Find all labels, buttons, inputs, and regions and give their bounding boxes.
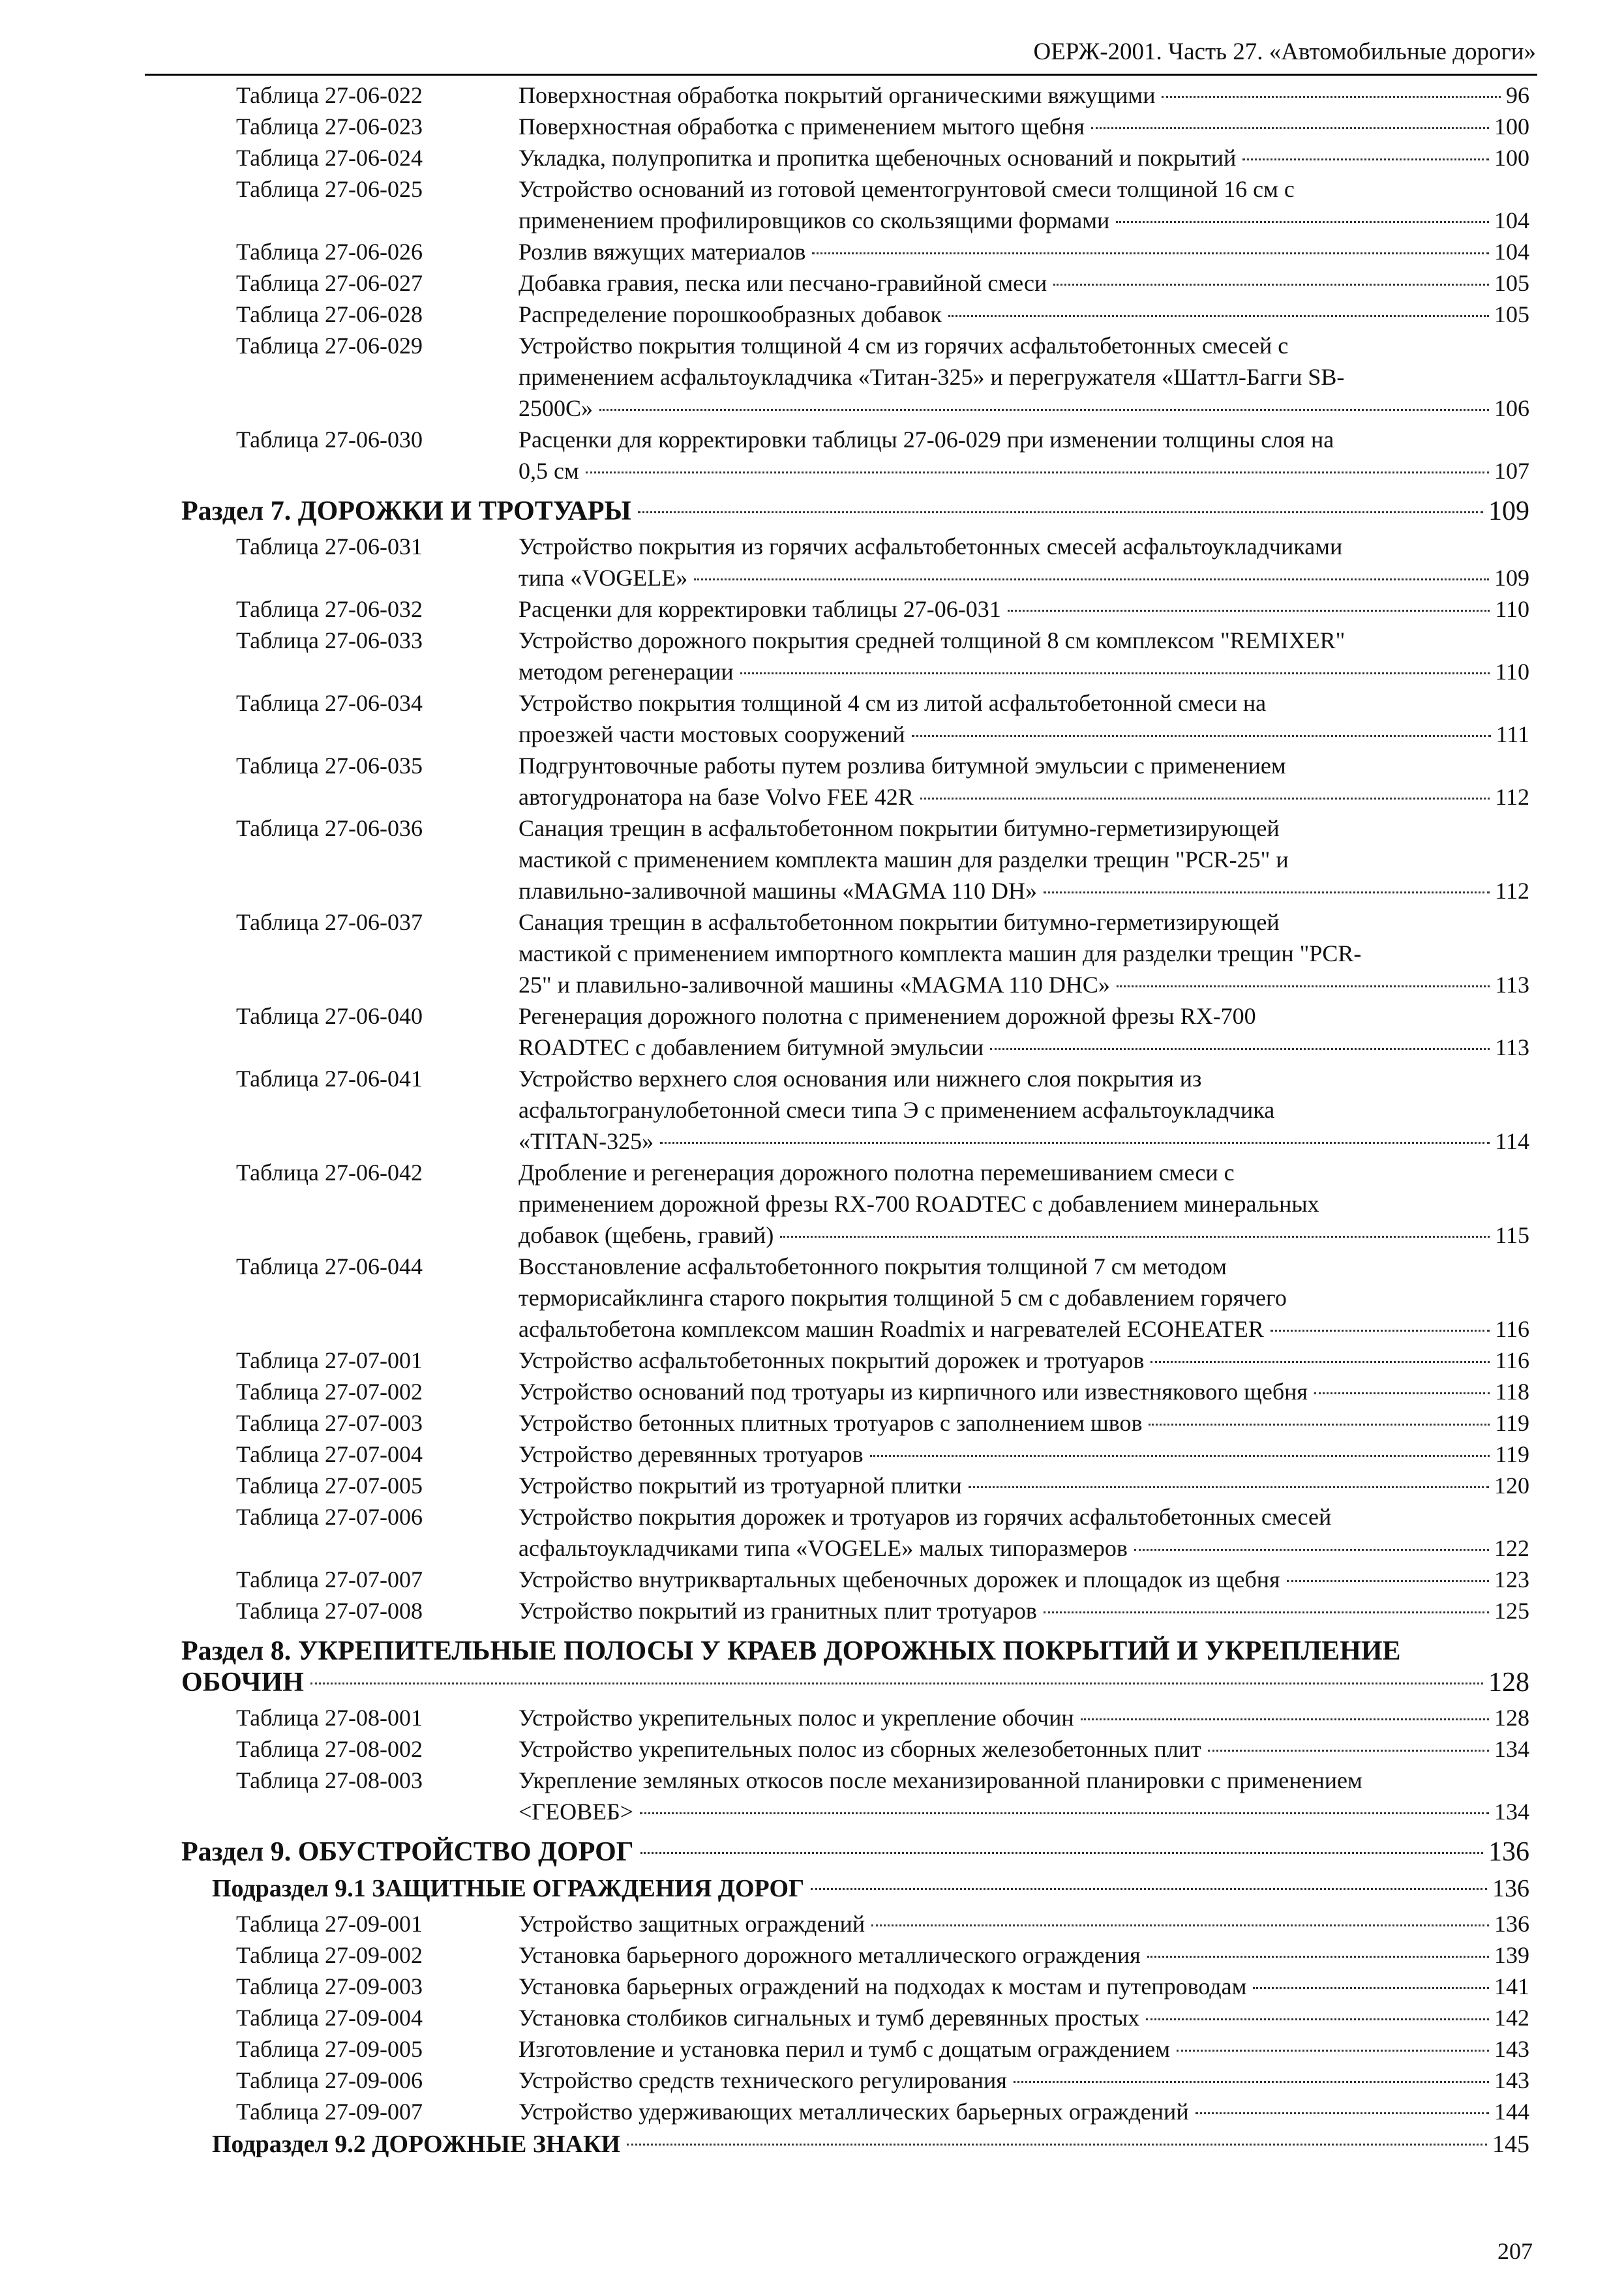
dot-leader (1150, 1361, 1490, 1363)
toc-entry-title (519, 1251, 1529, 1345)
toc-table-code: Таблица 27-07-007 (236, 1566, 423, 1593)
dot-leader (1242, 158, 1489, 160)
dot-leader (912, 735, 1491, 737)
toc-page-number: 136 (1494, 1911, 1529, 1937)
toc-section-heading[interactable] (181, 1636, 1529, 1698)
toc-page-number: 109 (1488, 496, 1529, 526)
toc-page-number: 128 (1494, 1705, 1529, 1731)
dot-leader (1053, 284, 1489, 286)
toc-page-number: 110 (1495, 659, 1529, 685)
toc-page-number: 100 (1494, 113, 1529, 140)
toc-table-code: Таблица 27-09-005 (236, 2036, 423, 2062)
toc-entry-title (519, 1702, 1529, 1733)
dot-leader (1117, 985, 1490, 987)
toc-page-number: 139 (1494, 1942, 1529, 1968)
toc-line-text: Устройство покрытия толщиной 4 см из литой асфальтобетонной смеси на (519, 690, 1270, 716)
toc-line-text: Санация трещин в асфальтобетонном покрытии битумно-герметизирующей (519, 815, 1284, 841)
toc-entry-title (519, 1376, 1529, 1407)
toc-page-number: 119 (1495, 1410, 1529, 1436)
toc-table-code: Таблица 27-06-022 (236, 82, 423, 108)
toc-page-number: 143 (1494, 2036, 1529, 2062)
toc-line-text: Расценки для корректировки таблицы 27-06-029 при изменении толщины слоя на (519, 426, 1338, 453)
toc-table-code: Таблица 27-07-002 (236, 1379, 423, 1405)
toc-line-text: <ГЕОВЕБ> (519, 1796, 637, 1827)
running-header: ОЕРЖ-2001. Часть 27. «Автомобильные дороги» (1033, 38, 1536, 65)
toc-line-text: Устройство покрытия толщиной 4 см из горячих асфальтобетонных смесей с (519, 333, 1292, 359)
toc-table-code: Таблица 27-06-033 (236, 627, 423, 653)
toc-table-code: Таблица 27-06-040 (236, 1003, 423, 1029)
toc-line-text: Устройство укрепительных полос из сборных железобетонных плит (519, 1733, 1205, 1765)
toc-page-number: 134 (1494, 1799, 1529, 1825)
dot-leader (812, 252, 1489, 254)
toc-table-code: Таблица 27-06-029 (236, 333, 423, 359)
page-number: 207 (1497, 2238, 1533, 2264)
toc-table-code: Таблица 27-08-001 (236, 1705, 423, 1731)
toc-table-code: Таблица 27-09-001 (236, 1911, 423, 1937)
toc-page-number: 116 (1495, 1316, 1529, 1342)
toc-line-text: Подраздел 9.1 ЗАЩИТНЫЕ ОГРАЖДЕНИЯ ДОРОГ (212, 1873, 808, 1904)
toc-line-text: мастикой с применением комплекта машин для разделки трещин "PCR-25" и (519, 846, 1293, 873)
dot-leader (627, 2144, 1487, 2146)
toc-line-text: Санация трещин в асфальтобетонном покрытии битумно-герметизирующей (519, 909, 1284, 935)
toc-subsection-heading[interactable] (212, 1873, 1529, 1904)
toc-subsection-heading[interactable] (212, 2129, 1529, 2160)
dot-leader (310, 1683, 1483, 1684)
toc-entry-title (519, 267, 1529, 299)
toc-line-text: Раздел 9. ОБУСТРОЙСТВО ДОРОГ (181, 1836, 638, 1868)
toc-entry-title (519, 1407, 1529, 1439)
toc-table-code: Таблица 27-06-030 (236, 426, 423, 453)
toc-page-number: 96 (1506, 82, 1529, 108)
toc-line-text: Устройство верхнего слоя основания или нижнего слоя покрытия из (519, 1066, 1205, 1092)
toc-table-code: Таблица 27-09-007 (236, 2099, 423, 2125)
dot-leader (1195, 2112, 1489, 2114)
toc-page-number: 104 (1494, 239, 1529, 265)
toc-line-text: Устройство защитных ограждений (519, 1908, 869, 1939)
toc-page-number: 119 (1495, 1441, 1529, 1467)
toc-entry-title (519, 80, 1529, 111)
dot-leader (1147, 1956, 1489, 1958)
toc-table-code: Таблица 27-07-001 (236, 1347, 423, 1373)
toc-page-number: 115 (1495, 1222, 1529, 1248)
toc-section-heading[interactable] (181, 1836, 1529, 1868)
toc-line-text: Устройство покрытия дорожек и тротуаров из горячих асфальтобетонных смесей (519, 1504, 1335, 1530)
toc-table-code: Таблица 27-06-025 (236, 176, 423, 202)
dot-leader (990, 1048, 1490, 1050)
toc-line-text: добавок (щебень, гравий) (519, 1219, 777, 1251)
toc-entry-title (519, 906, 1529, 1000)
toc-page-number: 120 (1494, 1473, 1529, 1499)
toc-line-text: Устройство асфальтобетонных покрытий дорожек и тротуаров (519, 1345, 1148, 1376)
toc-page-number: 112 (1495, 878, 1529, 904)
dot-leader (638, 511, 1483, 513)
toc-line-text: Дробление и регенерация дорожного полотна перемешиванием смеси с (519, 1159, 1239, 1186)
toc-entry-title (519, 1564, 1529, 1595)
dot-leader (1287, 1580, 1489, 1582)
toc-line-text: автогудронатора на базе Volvo FEE 42R (519, 781, 918, 813)
toc-entry-title (519, 1439, 1529, 1470)
header-rule (145, 74, 1537, 76)
toc-page-number: 109 (1494, 565, 1529, 591)
toc-line-text: Устройство покрытия из горячих асфальтобетонных смесей асфальтоукладчиками (519, 533, 1346, 560)
toc-line-text: ОБОЧИН (181, 1667, 308, 1698)
dot-leader (1146, 2018, 1489, 2020)
toc-table-code: Таблица 27-06-035 (236, 753, 423, 779)
toc-entry-title (519, 2096, 1529, 2127)
toc-line-text: Добавка гравия, песка или песчано-гравийной смеси (519, 267, 1051, 299)
toc-table-code: Таблица 27-07-005 (236, 1473, 423, 1499)
toc-line-text: Устройство удерживающих металлических барьерных ограждений (519, 2096, 1193, 2127)
toc-line-text: Подраздел 9.2 ДОРОЖНЫЕ ЗНАКИ (212, 2129, 624, 2160)
toc-entry-title (519, 299, 1529, 330)
toc-line-text: Изготовление и установка перил и тумб с дощатым ограждением (519, 2033, 1174, 2065)
toc-entry-title (519, 1345, 1529, 1376)
toc-entry-title (519, 750, 1529, 813)
dot-leader (1008, 610, 1490, 612)
toc-page-number: 118 (1495, 1379, 1529, 1405)
toc-entry-title (519, 1000, 1529, 1063)
toc-page-number: 113 (1495, 1034, 1529, 1060)
toc-line-text: терморисайклинга старого покрытия толщиной 5 см с добавлением горячего (519, 1285, 1291, 1311)
toc-line-text: «TITAN-325» (519, 1126, 657, 1157)
toc-table-code: Таблица 27-06-034 (236, 690, 423, 716)
dot-leader (920, 798, 1490, 800)
toc-page-number: 125 (1494, 1598, 1529, 1624)
toc-page-number: 134 (1494, 1736, 1529, 1762)
toc-entry-title (519, 1595, 1529, 1626)
toc-table-code: Таблица 27-06-023 (236, 113, 423, 140)
toc-entry-title (519, 1063, 1529, 1157)
toc-page-number: 111 (1496, 721, 1529, 747)
dot-leader (1044, 891, 1490, 893)
toc-table-code: Таблица 27-06-024 (236, 145, 423, 171)
dot-leader (586, 471, 1489, 473)
dot-leader (660, 1142, 1490, 1144)
toc-entry-title (519, 1470, 1529, 1501)
toc-line-text: асфальтоукладчиками типа «VOGELE» малых типоразмеров (519, 1533, 1132, 1564)
dot-leader (599, 409, 1489, 411)
toc-line-text: Распределение порошкообразных добавок (519, 299, 946, 330)
toc-line-text: Устройство покрытий из тротуарной плитки (519, 1470, 966, 1501)
toc-page-number: 110 (1495, 596, 1529, 622)
toc-entry-title (519, 1501, 1529, 1564)
toc-line-text: ROADTEC с добавлением битумной эмульсии (519, 1032, 987, 1063)
toc-page-number: 141 (1494, 1973, 1529, 1999)
toc-line-text: Установка барьерных ограждений на подходах к мостам и путепроводам (519, 1971, 1250, 2002)
toc-line-text: Устройство деревянных тротуаров (519, 1439, 867, 1470)
toc-line-text: 0,5 см (519, 455, 583, 486)
toc-line-text: проезжей части мостовых сооружений (519, 719, 909, 750)
dot-leader (969, 1486, 1489, 1488)
toc-line-text: применением дорожной фрезы RX-700 ROADTEC с добавлением минеральных (519, 1191, 1323, 1217)
toc-line-text: Устройство средств технического регулирования (519, 2065, 1011, 2096)
toc-line-text: Укрепление земляных откосов после механизированной планировки с применением (519, 1767, 1366, 1793)
toc-page-number: 105 (1494, 301, 1529, 327)
toc-page-number: 113 (1495, 972, 1529, 998)
toc-line-text: Поверхностная обработка покрытий органическими вяжущими (519, 80, 1159, 111)
toc-entry-title (519, 173, 1529, 236)
dot-leader (694, 578, 1489, 580)
dot-leader (1208, 1750, 1489, 1752)
dot-leader (740, 672, 1490, 674)
toc-page-number: 145 (1492, 2131, 1529, 2158)
dot-leader (1271, 1330, 1490, 1332)
toc-page-number: 104 (1494, 207, 1529, 233)
dot-leader (1149, 1424, 1490, 1426)
dot-leader (948, 315, 1489, 317)
toc-line-text: Устройство оснований под тротуары из кирпичного или известнякового щебня (519, 1376, 1312, 1407)
toc-line-text: применением асфальтоукладчика «Титан-325» и перегружателя «Шаттл-Багги SB- (519, 364, 1348, 390)
toc-line-text: Расценки для корректировки таблицы 27-06-031 (519, 593, 1005, 625)
toc-entry-title (519, 687, 1529, 750)
toc-entry-title (519, 1971, 1529, 2002)
dot-leader (870, 1455, 1490, 1457)
toc-page-number: 107 (1494, 458, 1529, 484)
toc-line-text: Устройство укрепительных полос и укрепление обочин (519, 1702, 1078, 1733)
toc-table-code: Таблица 27-09-003 (236, 1973, 423, 1999)
toc-table-code: Таблица 27-09-006 (236, 2067, 423, 2093)
toc-line-text: Раздел 7. ДОРОЖКИ И ТРОТУАРЫ (181, 496, 635, 527)
dot-leader (811, 1888, 1487, 1890)
toc-table-code: Таблица 27-07-004 (236, 1441, 423, 1467)
toc-line-text: асфальтобетона комплексом машин Roadmix и нагревателей ECOHEATER (519, 1313, 1268, 1345)
toc-table-code: Таблица 27-06-027 (236, 270, 423, 296)
toc-page-number: 123 (1494, 1566, 1529, 1593)
toc-table-code: Таблица 27-06-037 (236, 909, 423, 935)
toc-table-code: Таблица 27-06-036 (236, 815, 423, 841)
toc-page-number: 122 (1494, 1535, 1529, 1561)
toc-page-number: 116 (1495, 1347, 1529, 1373)
toc-line-text: Раздел 8. УКРЕПИТЕЛЬНЫЕ ПОЛОСЫ У КРАЕВ ДОРОЖНЫХ ПОКРЫТИЙ И УКРЕПЛЕНИЕ (181, 1636, 1405, 1666)
toc-line-text: 25" и плавильно-заливочной машины «MAGMA 110 DHC» (519, 969, 1114, 1000)
toc-table-code: Таблица 27-07-008 (236, 1598, 423, 1624)
dot-leader (780, 1236, 1490, 1238)
toc-line-text: мастикой с применением импортного комплекта машин для разделки трещин "PCR- (519, 940, 1365, 966)
toc-entry-title (519, 236, 1529, 267)
toc-entry-title (519, 142, 1529, 173)
toc-entry-title (519, 1939, 1529, 1971)
toc-entry-title (519, 531, 1529, 593)
toc-entry-title (519, 1908, 1529, 1939)
dot-leader (871, 1924, 1489, 1926)
toc-line-text: Укладка, полупропитка и пропитка щебеночных оснований и покрытий (519, 142, 1240, 173)
toc-table-code: Таблица 27-07-006 (236, 1504, 423, 1530)
toc-line-text: Установка столбиков сигнальных и тумб деревянных простых (519, 2002, 1143, 2033)
dot-leader (640, 1852, 1484, 1854)
toc-line-text: Устройство покрытий из гранитных плит тротуаров (519, 1595, 1041, 1626)
toc-line-text: Устройство бетонных плитных тротуаров с заполнением швов (519, 1407, 1146, 1439)
toc-line-text: Подгрунтовочные работы путем розлива битумной эмульсии с применением (519, 753, 1290, 779)
dot-leader (1253, 1987, 1489, 1989)
toc-entry-title (519, 625, 1529, 687)
toc-table-code: Таблица 27-06-026 (236, 239, 423, 265)
toc-line-text: 2500С» (519, 393, 597, 424)
dot-leader (1177, 2050, 1489, 2052)
toc-line-text: Установка барьерного дорожного металлического ограждения (519, 1939, 1145, 1971)
toc-line-text: типа «VOGELE» (519, 562, 691, 593)
toc-table-code: Таблица 27-06-031 (236, 533, 423, 560)
toc-page-number: 100 (1494, 145, 1529, 171)
toc-line-text: Устройство внутриквартальных щебеночных дорожек и площадок из щебня (519, 1564, 1284, 1595)
toc-table-code: Таблица 27-06-032 (236, 596, 423, 622)
toc-line-text: Регенерация дорожного полотна с применением дорожной фрезы RX-700 (519, 1003, 1260, 1029)
toc-line-text: методом регенерации (519, 656, 738, 687)
toc-page-number: 136 (1488, 1837, 1529, 1867)
toc-entry-title (519, 424, 1529, 486)
toc-table-code: Таблица 27-06-044 (236, 1253, 423, 1279)
toc-entry-title (519, 1765, 1529, 1827)
dot-leader (1044, 1611, 1489, 1613)
toc-entry-title (519, 813, 1529, 906)
toc-entry-title (519, 2033, 1529, 2065)
toc-page-number: 114 (1495, 1128, 1529, 1154)
toc-table-code: Таблица 27-07-003 (236, 1410, 423, 1436)
toc-page-number: 128 (1488, 1668, 1529, 1698)
toc-entry-title (519, 1733, 1529, 1765)
toc-page-number: 143 (1494, 2067, 1529, 2093)
toc-page-number: 142 (1494, 2005, 1529, 2031)
toc-line-text: асфальтогранулобетонной смеси типа Э с применением асфальтоукладчика (519, 1097, 1278, 1123)
toc-line-text: Устройство дорожного покрытия средней толщиной 8 см комплексом "REMIXER" (519, 627, 1349, 653)
toc-entry-title (519, 2065, 1529, 2096)
toc-line-text: Восстановление асфальтобетонного покрытия толщиной 7 см методом (519, 1253, 1231, 1279)
toc-page-number: 136 (1492, 1875, 1529, 1902)
toc-line-text: Устройство оснований из готовой цементогрунтовой смеси толщиной 16 см с (519, 176, 1299, 202)
toc-table-code: Таблица 27-08-003 (236, 1767, 423, 1793)
toc-line-text: применением профилировщиков со скользящими формами (519, 205, 1113, 236)
dot-leader (1314, 1392, 1490, 1394)
toc-table-code: Таблица 27-06-028 (236, 301, 423, 327)
toc-table-code: Таблица 27-06-041 (236, 1066, 423, 1092)
dot-leader (1162, 96, 1501, 98)
toc-entry-title (519, 593, 1529, 625)
toc-table-code: Таблица 27-06-042 (236, 1159, 423, 1186)
toc-line-text: плавильно-заливочной машины «MAGMA 110 DH» (519, 875, 1041, 906)
toc-page-number: 106 (1494, 395, 1529, 421)
dot-leader (640, 1812, 1489, 1814)
toc-entry-title (519, 111, 1529, 142)
toc-line-text: Поверхностная обработка с применением мытого щебня (519, 111, 1089, 142)
dot-leader (1014, 2081, 1489, 2083)
toc-page-number: 144 (1494, 2099, 1529, 2125)
toc-entry-title (519, 1157, 1529, 1251)
toc-page-number: 105 (1494, 270, 1529, 296)
dot-leader (1081, 1718, 1489, 1720)
toc-table-code: Таблица 27-09-002 (236, 1942, 423, 1968)
dot-leader (1116, 221, 1489, 223)
toc-table-code: Таблица 27-08-002 (236, 1736, 423, 1762)
toc-page-number: 112 (1495, 784, 1529, 810)
toc-line-text: Розлив вяжущих материалов (519, 236, 809, 267)
toc-section-heading[interactable] (181, 496, 1529, 527)
dot-leader (1091, 127, 1489, 129)
toc-entry-title (519, 330, 1529, 424)
toc-table-code: Таблица 27-09-004 (236, 2005, 423, 2031)
dot-leader (1134, 1549, 1489, 1551)
toc-entry-title (519, 2002, 1529, 2033)
